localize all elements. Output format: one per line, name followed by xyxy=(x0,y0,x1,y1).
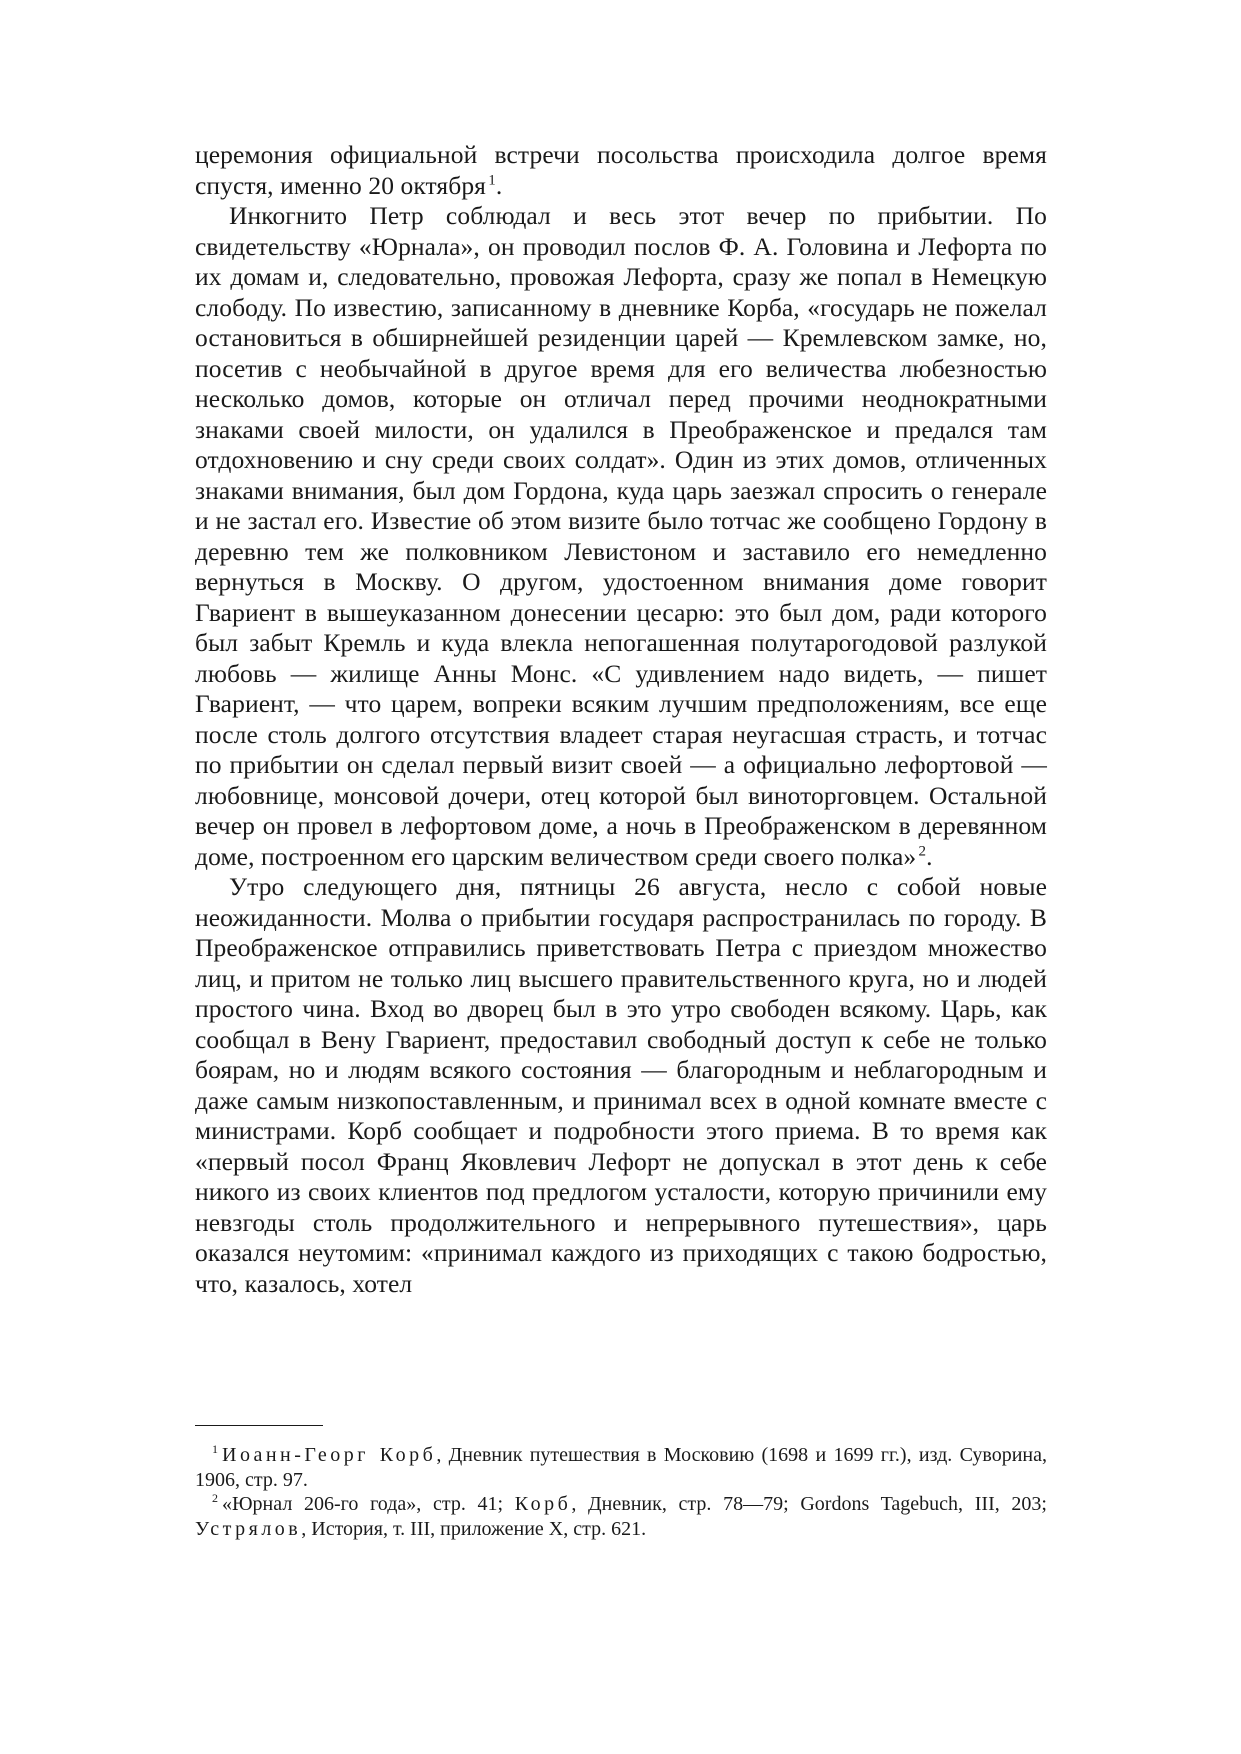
footnote-ref-1: 1 xyxy=(488,172,496,188)
footnote-2-mid: , Дневник, стр. 78—79; Gordons Tagebuch, III, 203; xyxy=(571,1493,1047,1515)
paragraph-3-text: Утро следующего дня, пятницы 26 августа, несло с собой новые неожиданности. Молва о прибытии государя распространилась по городу. В Преображенское отправились приветствовать Петра с приездом множество лиц, и притом не только лиц высшего правительственного круга, но и людей простого чина. Вход во дворец был в это утро свободен всякому. Царь, как сообщал в Вену Гвариент, предоставил свободный доступ к себе не только боярам, но и людям всякого состояния — благородным и неблагородным и даже самым низкопоставленным, и принимал всех в одной комнате вместе с министрами. Корб сообщает и подробности этого приема. В то время как «первый посол Франц Яковлевич Лефорт не допускал в этот день к себе никого из своих клиентов под предлогом усталости, которую причинили ему невзгоды столь продолжительного и непрерывного путешествия», царь оказался неутомим: «принимал каждого из приходящих с такою бодростью, что, казалось, хотел xyxy=(195,872,1047,1298)
footnote-1-mark: 1 xyxy=(212,1442,218,1457)
paragraph-2-text: Инкогнито Петр соблюдал и весь этот вечер по прибытии. По свидетельству «Юрнала», он проводил послов Ф. А. Головина и Лефорта по их домам и, следовательно, провожая Лефорта, сразу же попал в Немецкую слободу. По известию, записанному в дневнике Корба, «государь не пожелал остановиться в обширнейшей резиденции царей — Кремлевском замке, но, посетив с необычайной в другое время для его величества любезностью несколько домов, которые он отличал перед прочими неоднократными знаками своей милости, он удалился в Преображенское и предался там отдохновению и сну среди своих солдат». Один из этих домов, отличенных знаками внимания, был дом Гордона, куда царь заезжал спросить о генерале и не застал его. Известие об этом визите было тотчас же сообщено Гордону в деревню тем же полковником Левистоном и заставило его немедленно вернуться в Москву. О другом, удостоенном внимания доме говорит Гвариент в вышеуказанном донесении цесарю: это был дом, ради которого был забыт Кремль и куда влекла непогашенная полутарогодовой разлукой любовь — жилище Анны Монс. «С удивлением надо видеть, — пишет Гвариент, — что царем, вопреки всяким лучшим предположениям, все еще после столь долгого отсутствия владеет старая неугасшая страсть, и тотчас по прибытии он сделал первый визит своей — а официально лефортовой — любовнице, монсовой дочери, отец которой был виноторговцем. Остальной вечер он провел в лефортовом доме, а ночь в Преображенском в деревянном доме, построенном его царским величеством среди своего полка» xyxy=(195,201,1047,871)
paragraph-1: церемония официальной встречи посольства происходила долгое время спустя, именно 20 октября $^1$. xyxy=(195,140,1047,200)
footnote-2 xyxy=(195,1492,1047,1541)
footnote-2-author-b: Устрялов xyxy=(195,1517,302,1540)
paragraph-2: Инкогнито Петр соблюдал и весь этот вечер по прибытии. По свидетельству «Юрнала», он проводил послов Ф. А. Головина и Лефорта по их домам и, следовательно, провожая Лефорта, сразу же попал в Немецкую слободу. По известию, записанному в дневнике Корба, «государь не пожелал остановиться в обширнейшей резиденции царей — Кремлевском замке, но, посетив с необычайной в другое время для его величества любезностью несколько домов, которые он отличал перед прочими неоднократными знаками своей милости, он удалился в Преображенское и предался там отдохновению и сну среди своих солдат». Один из этих домов, отличенных знаками внимания, был дом Гордона, куда царь заезжал спросить о генерале и не застал его. Известие об этом визите было тотчас же сообщено Гордону в деревню тем же полковником Левистоном и заставило его немедленно вернуться в Москву. О другом, удостоенном внимания доме говорит Гвариент в вышеуказанном донесении цесарю: это был дом, ради которого был забыт Кремль и куда влекла непогашенная полутарогодовой разлукой любовь — жилище Анны Монс. «С удивлением надо видеть, — пишет Гвариент, — что царем, вопреки всяким лучшим предположениям, все еще после столь долгого отсутствия владеет старая неугасшая страсть, и тотчас по прибытии он сделал первый визит своей — а официально лефортовой — любовнице, монсовой дочери, отец которой был виноторговцем. Остальной вечер он провел в лефортовом доме, а ночь в Преображенском в деревянном доме, построенном его царским величеством среди своего полка» $^2$. xyxy=(195,201,1047,871)
footnote-2-author-a: Корб xyxy=(514,1493,572,1515)
footnote-2-mark: 2 xyxy=(212,1491,218,1506)
footnote-1 xyxy=(195,1443,1047,1492)
footnotes xyxy=(195,1443,1047,1541)
footnote-1-author: Иоанн-Георг Корб xyxy=(222,1444,437,1466)
body-text xyxy=(195,140,1047,1380)
page-body xyxy=(195,140,1047,1380)
paragraph-3 xyxy=(195,872,1047,1299)
paragraph-1-text: церемония официальной встречи посольства происходила долгое время спустя, именно 20 октября xyxy=(195,140,1047,200)
footnote-ref-2: 2 xyxy=(918,843,927,859)
footnote-2-pre: «Юрнал 206-го года», стр. 41; xyxy=(222,1493,515,1515)
footnote-1-text: , Дневник путешествия в Московию (1698 и 1699 гг.), изд. Суворина, 1906, стр. 97. xyxy=(195,1444,1048,1491)
footnote-2-post: , История, т. III, приложение X, стр. 621. xyxy=(301,1517,647,1540)
footnote-divider xyxy=(195,1425,323,1426)
